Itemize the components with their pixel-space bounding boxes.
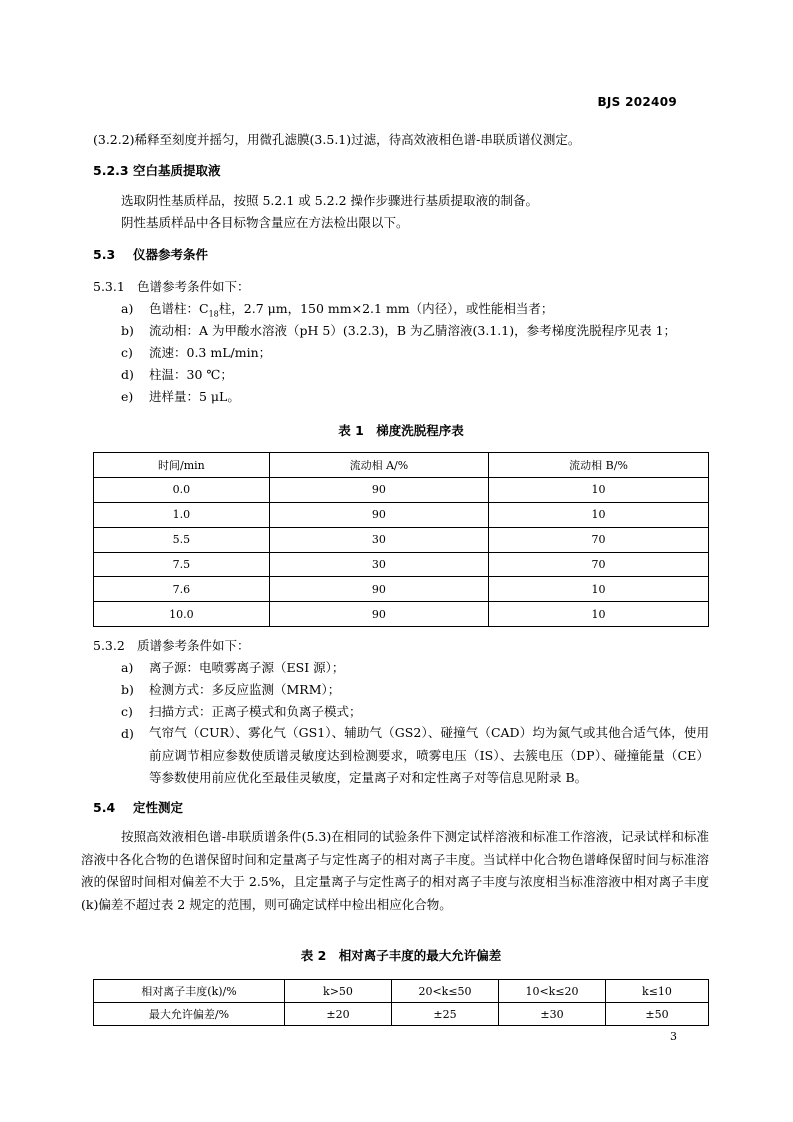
section-heading-5-2-3 <box>93 163 221 179</box>
table-cell: 90 <box>269 502 488 527</box>
table-header-cell: 时间/min <box>94 453 270 478</box>
section-title: 空白基质提取液 <box>133 163 221 178</box>
section-title: 仪器参考条件 <box>133 247 209 262</box>
document-id: BJS 202409 <box>597 95 677 109</box>
list-text: 流动相：A 为甲酸水溶液（pH 5）(3.2.3)，B 为乙腈溶液(3.1.1)，参考梯度洗脱程序见表 1； <box>149 323 677 338</box>
table-row <box>94 502 709 527</box>
list-label: c) <box>121 704 133 719</box>
section-heading-5-3 <box>93 247 208 263</box>
table-cell: 5.5 <box>94 527 270 552</box>
list-label: d) <box>121 367 134 382</box>
table-cell: ±50 <box>606 1003 709 1026</box>
table-header-cell: 流动相 B/% <box>489 453 709 478</box>
section-number: 5.3 <box>93 247 116 262</box>
list-label: e) <box>121 389 134 404</box>
table-cell: 10 <box>489 602 709 627</box>
table-cell: 70 <box>489 527 709 552</box>
list-item <box>121 682 340 698</box>
table-cell: 90 <box>269 602 488 627</box>
table-cell: k>50 <box>285 980 392 1003</box>
table-row <box>94 602 709 627</box>
table-cell: 10<k≤20 <box>499 980 606 1003</box>
list-text: 柱温：30 ℃； <box>149 367 233 382</box>
list-text: 柱，2.7 μm，150 mm×2.1 mm（内径），或性能相当者； <box>218 301 554 316</box>
table-cell: 10 <box>489 577 709 602</box>
table-cell: 最大允许偏差/% <box>94 1003 285 1026</box>
table-cell: 90 <box>269 477 488 502</box>
list-label: b) <box>121 682 134 697</box>
table-header-cell: 流动相 A/% <box>269 453 488 478</box>
section-title: 色谱参考条件如下： <box>137 279 250 294</box>
text-line: (3.2.2)稀释至刻度并摇匀，用微孔滤膜(3.5.1)过滤，待高效液相色谱-串联质谱仪测定。 <box>93 132 581 147</box>
table-cell: 0.0 <box>94 477 270 502</box>
table-cell: 90 <box>269 577 488 602</box>
subscript: 18 <box>208 309 219 319</box>
list-item <box>121 301 553 323</box>
table-cell: k≤10 <box>606 980 709 1003</box>
table-cell: ±25 <box>392 1003 499 1026</box>
list-text: 色谱柱：C <box>149 301 209 316</box>
table-row <box>94 577 709 602</box>
table-cell: 20<k≤50 <box>392 980 499 1003</box>
text-line: 阴性基质样品中各目标物含量应在方法检出限以下。 <box>121 215 409 230</box>
list-item <box>121 367 233 383</box>
list-label: b) <box>121 323 134 338</box>
list-item <box>121 345 271 361</box>
list-text: 检测方式：多反应监测（MRM）； <box>149 682 341 697</box>
section-number: 5.4 <box>93 800 116 815</box>
list-label: c) <box>121 345 133 360</box>
table-row <box>94 552 709 577</box>
list-paragraph: 气帘气（CUR）、雾化气（GS1）、辅助气（GS2）、碰撞气（CAD）均为氮气或其他合适气体，使用前应调节相应参数使质谱灵敏度达到检测要求，喷雾电压（IS）、去簇电压（DP）、碰撞能量（CE）等参数使用前应优化至最佳灵敏度，定量离子对和定性离子对等信息见附录 B。 <box>149 725 709 785</box>
qualitative-paragraph: 按照高效液相色谱-串联质谱条件(5.3)在相同的试验条件下测定试样溶液和标准工作溶液，记录试样和标准溶液中各化合物的色谱保留时间和定量离子与定性离子的相对离子丰度。当试样中化合物色谱峰保留时间与标准溶液的保留时间相对偏差不大于 2.5%，且定量离子与定性离子的相对离子丰度与浓度相当标准溶液中相对离子丰度(k)偏差不超过表 2 规定的范围，则可确定试样中检出相应化合物。 <box>81 829 709 912</box>
section-number: 5.3.2 <box>93 638 125 653</box>
list-label: a) <box>121 301 134 316</box>
gradient-elution-table <box>93 452 709 627</box>
list-label: d) <box>121 726 134 741</box>
table-header-row <box>94 453 709 478</box>
list-text: 进样量：5 μL。 <box>149 389 240 404</box>
page-number: 3 <box>670 1030 677 1043</box>
subsection-heading-5-3-2 <box>93 638 250 654</box>
table-cell: ±20 <box>285 1003 392 1026</box>
table-cell: 1.0 <box>94 502 270 527</box>
section-title: 定性测定 <box>133 800 184 815</box>
text-line: 选取阴性基质样品，按照 5.2.1 或 5.2.2 操作步骤进行基质提取液的制备。 <box>121 193 539 208</box>
section-number: 5.3.1 <box>93 279 125 294</box>
table-1-caption: 表 1 梯度洗脱程序表 <box>338 423 464 438</box>
subsection-heading-5-3-1 <box>93 279 250 295</box>
table-cell: 10 <box>489 502 709 527</box>
list-text: 离子源：电喷雾离子源（ESI 源）； <box>149 660 345 675</box>
list-item <box>121 704 362 720</box>
table-cell: 30 <box>269 552 488 577</box>
table-row <box>94 477 709 502</box>
list-item <box>121 389 240 405</box>
table-cell: 70 <box>489 552 709 577</box>
list-label: a) <box>121 660 134 675</box>
list-item <box>121 323 676 339</box>
table-2-caption: 表 2 相对离子丰度的最大允许偏差 <box>300 948 502 963</box>
table-cell: 10 <box>489 477 709 502</box>
table-cell: 7.6 <box>94 577 270 602</box>
list-text: 扫描方式：正离子模式和负离子模式； <box>149 704 362 719</box>
table-cell: 10.0 <box>94 602 270 627</box>
table-cell: ±30 <box>499 1003 606 1026</box>
table-row <box>94 980 709 1003</box>
section-title: 质谱参考条件如下： <box>137 638 250 653</box>
table-cell: 相对离子丰度(k)/% <box>94 980 285 1003</box>
ion-abundance-table <box>93 979 709 1026</box>
list-item <box>121 660 344 676</box>
section-number: 5.2.3 <box>93 163 129 178</box>
table-row <box>94 527 709 552</box>
section-heading-5-4 <box>93 800 183 816</box>
list-text: 流速：0.3 mL/min； <box>149 345 272 360</box>
table-cell: 30 <box>269 527 488 552</box>
table-cell: 7.5 <box>94 552 270 577</box>
table-row <box>94 1003 709 1026</box>
